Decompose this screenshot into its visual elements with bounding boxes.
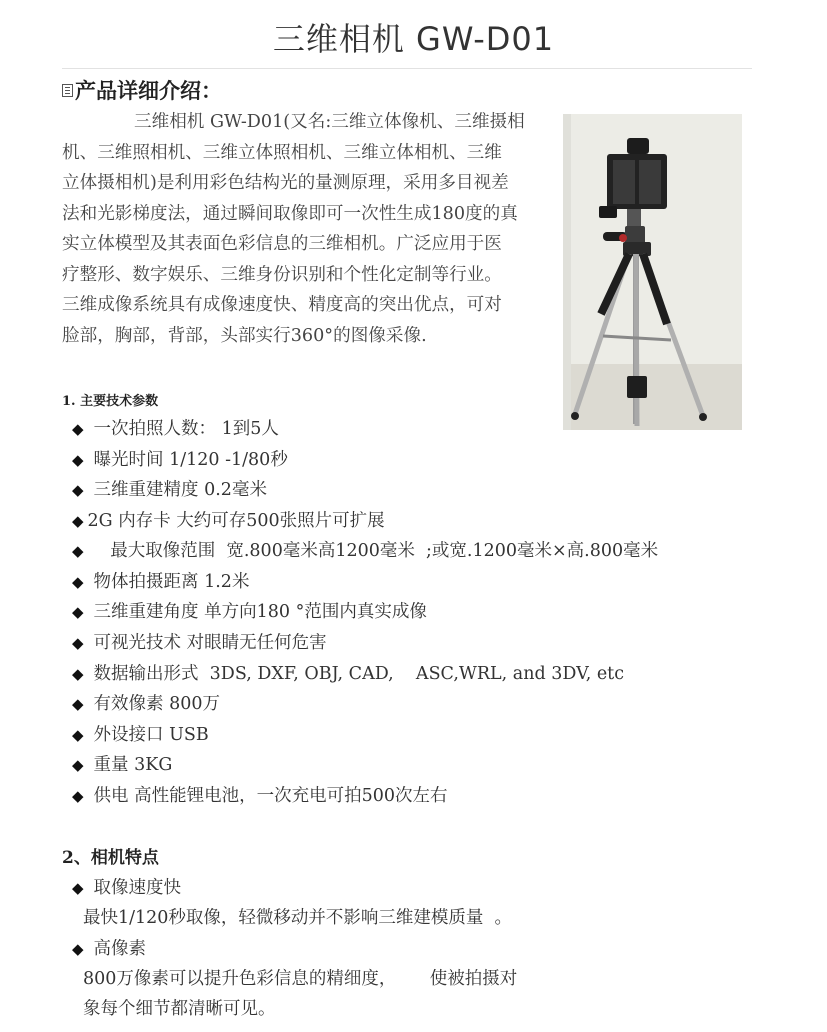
document-icon (62, 84, 73, 97)
spec-item (72, 537, 658, 562)
spec-item (72, 751, 172, 776)
feature-description: 800万像素可以提升色彩信息的精细度， 使被拍摄对 (83, 969, 518, 989)
spec-text: 三维重建角度 单方向180 °范围内真实成像 (93, 602, 427, 622)
diamond-bullet-icon: ◆ (72, 940, 84, 958)
intro-paragraph (62, 107, 552, 351)
spec-item (72, 690, 220, 715)
spec-text: 三维重建精度 0.2毫米 (93, 480, 267, 500)
section-heading (62, 75, 222, 105)
spec-text: 外设接口 USB (93, 725, 209, 745)
spec-text: 供电 高性能锂电池，一次充电可拍500次左右 (93, 786, 448, 806)
intro-line: 脸部，胸部，背部，头部实行360°的图像采像. (62, 325, 427, 346)
camera-tripod-image (563, 114, 742, 430)
intro-line: 三维成像系统具有成像速度快、精度高的突出优点，可对 (62, 295, 502, 315)
title-divider (62, 68, 752, 69)
section-heading-label: 产品详细介绍： (75, 79, 222, 103)
diamond-bullet-icon: ◆ (72, 695, 84, 713)
spec-text: 有效像素 800万 (93, 694, 221, 714)
feature-title-text: 取像速度快 (93, 878, 182, 898)
spec-item (72, 568, 249, 593)
intro-line: 疗整形、数字娱乐、三维身份识别和个性化定制等行业。 (62, 264, 502, 285)
intro-line: 法和光影梯度法，通过瞬间取像即可一次性生成180度的真 (62, 203, 518, 224)
spec-item (72, 782, 448, 807)
spec-text: 重量 3KG (93, 755, 173, 775)
intro-line: 机、三维照相机、三维立体照相机、三维立体相机、三维 (62, 142, 502, 163)
spec-text: 物体拍摄距离 1.2米 (93, 572, 250, 592)
diamond-bullet-icon: ◆ (72, 573, 84, 591)
spec-text: 2G 内存卡 大约可存500张照片可扩展 (87, 511, 385, 531)
diamond-bullet-icon: ◆ (72, 787, 84, 805)
spec-item (72, 598, 427, 623)
spec-text: 数据输出形式 3DS, DXF, OBJ, CAD, ASC,WRL, and 3DV, etc (93, 664, 625, 684)
diamond-bullet-icon: ◆ (72, 542, 84, 560)
feature-description: 象每个细节都清晰可见。 (83, 999, 276, 1019)
diamond-bullet-icon: ◆ (72, 665, 84, 683)
spec-item (72, 446, 288, 471)
diamond-bullet-icon: ◆ (72, 451, 84, 469)
diamond-bullet-icon: ◆ (72, 879, 84, 897)
spec-item (72, 660, 624, 685)
diamond-bullet-icon: ◆ (72, 512, 84, 530)
spec-text: 可视光技术 对眼睛无任何危害 (93, 633, 327, 653)
features-heading: 2、相机特点 (62, 848, 159, 868)
diamond-bullet-icon: ◆ (72, 481, 84, 499)
feature-title (72, 935, 146, 960)
product-photo (563, 114, 742, 430)
spec-text: 最大取像范围 宽.800毫米高1200毫米 ;或宽.1200毫米×高.800毫米 (93, 541, 659, 561)
spec-item (72, 507, 385, 532)
intro-line: 实立体模型及其表面色彩信息的三维相机。广泛应用于医 (62, 234, 502, 254)
diamond-bullet-icon: ◆ (72, 756, 84, 774)
spec-text: 曝光时间 1/120 -1/80秒 (93, 450, 288, 470)
spec-item (72, 476, 267, 501)
spec-item (72, 721, 209, 746)
intro-line: 三维相机 GW-D01(又名:三维立体像机、三维摄相 (134, 112, 525, 132)
diamond-bullet-icon: ◆ (72, 420, 84, 438)
intro-line: 立体摄相机)是利用彩色结构光的量测原理，采用多目视差 (62, 173, 509, 193)
page-title: 三维相机 GW-D01 (272, 20, 555, 58)
spec-text: 一次拍照人数： 1到5人 (93, 419, 279, 439)
feature-description: 最快1/120秒取像，轻微移动并不影响三维建模质量 。 (83, 908, 513, 928)
specs-heading: 1. 主要技术参数 (62, 394, 159, 409)
diamond-bullet-icon: ◆ (72, 603, 84, 621)
diamond-bullet-icon: ◆ (72, 634, 84, 652)
spec-item (72, 629, 327, 654)
diamond-bullet-icon: ◆ (72, 726, 84, 744)
feature-title (72, 874, 181, 899)
feature-title-text: 高像素 (93, 939, 147, 959)
spec-item (72, 415, 279, 440)
